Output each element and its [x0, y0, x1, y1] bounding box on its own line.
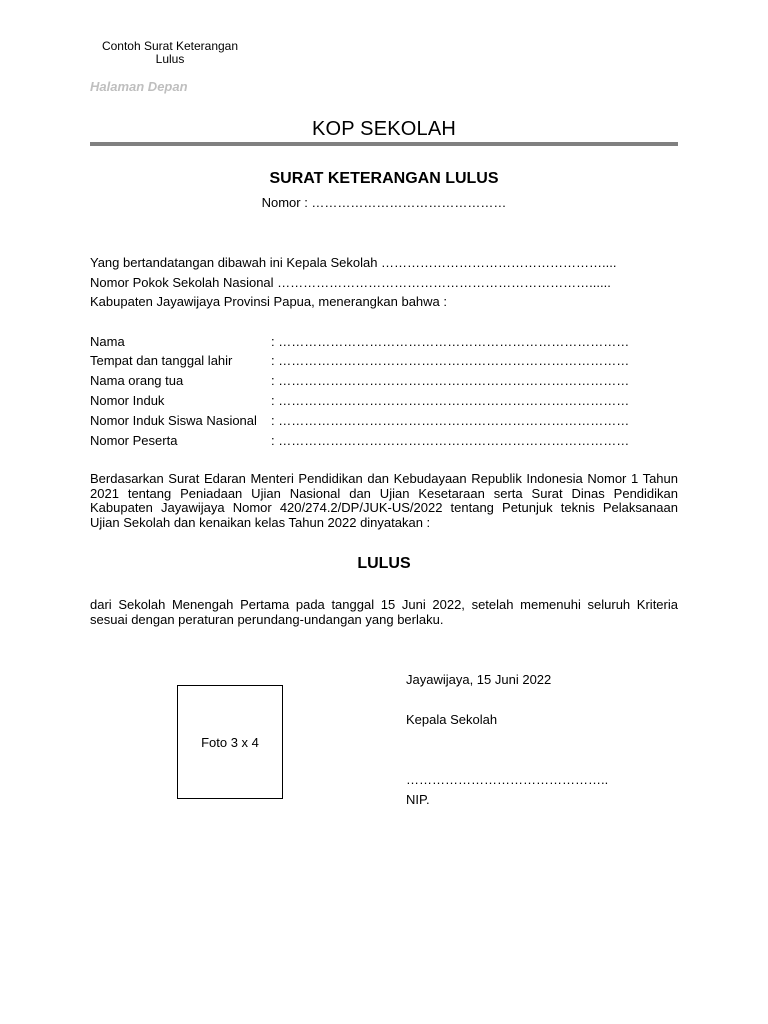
- field-label-nisn: Nomor Induk Siswa Nasional: [90, 413, 257, 428]
- letter-number: Nomor : ………………………………………: [261, 195, 507, 210]
- letterhead-divider: [90, 142, 678, 146]
- field-value-participant: : ………………………………………………………………………: [271, 433, 630, 448]
- field-value-parent: : ………………………………………………………………………: [271, 373, 630, 388]
- signature-position: Kepala Sekolah: [406, 712, 498, 727]
- field-value-name: : ………………………………………………………………………: [271, 334, 630, 349]
- field-label-parent: Nama orang tua: [90, 373, 184, 388]
- field-value-student-number: : ………………………………………………………………………: [271, 393, 630, 408]
- photo-label: Foto 3 x 4: [201, 734, 259, 750]
- page-tag: Halaman Depan: [90, 79, 188, 94]
- signature-place-date: Jayawijaya, 15 Juni 2022: [406, 672, 552, 687]
- field-label-participant: Nomor Peserta: [90, 433, 178, 448]
- intro-line-npsn: Nomor Pokok Sekolah Nasional ………………………………………………………………......: [90, 275, 611, 290]
- field-label-student-number: Nomor Induk: [90, 393, 165, 408]
- photo-placeholder: [177, 685, 283, 799]
- field-value-nisn: : ………………………………………………………………………: [271, 413, 630, 428]
- document-label: Contoh Surat Keterangan Lulus: [101, 39, 239, 66]
- field-label-name: Nama: [90, 334, 125, 349]
- signature-name-line: ………………………………………..: [406, 772, 609, 787]
- letter-title: SURAT KETERANGAN LULUS: [269, 170, 499, 187]
- basis-paragraph: Berdasarkan Surat Edaran Menteri Pendidikan dan Kebudayaan Republik Indonesia Nomor 1 Tahun 2021 tentang Peniadaan Ujian Nasional dan Ujian Kesetaraan serta Surat Dinas Pendidikan Kabupaten Jayawijaya Nomor 420/274.2/DP/JUK-US/2022 tentang Petunjuk teknis Pelaksanaan Ujian Sekolah dan kenaikan kelas Tahun 2022 dinyatakan :: [90, 471, 678, 530]
- school-letterhead: KOP SEKOLAH: [311, 118, 457, 140]
- signature-nip: NIP.: [406, 792, 430, 807]
- closing-paragraph: dari Sekolah Menengah Pertama pada tanggal 15 Juni 2022, setelah memenuhi seluruh Kriteria sesuai dengan peraturan perundang-undangan yang berlaku.: [90, 597, 678, 627]
- intro-line-principal: Yang bertandatangan dibawah ini Kepala Sekolah ……………………………………………....: [90, 255, 617, 270]
- result-status: LULUS: [357, 555, 411, 572]
- intro-line-region: Kabupaten Jayawijaya Provinsi Papua, menerangkan bahwa :: [90, 294, 448, 309]
- field-value-birth: : ………………………………………………………………………: [271, 353, 630, 368]
- field-label-birth: Tempat dan tanggal lahir: [90, 353, 233, 368]
